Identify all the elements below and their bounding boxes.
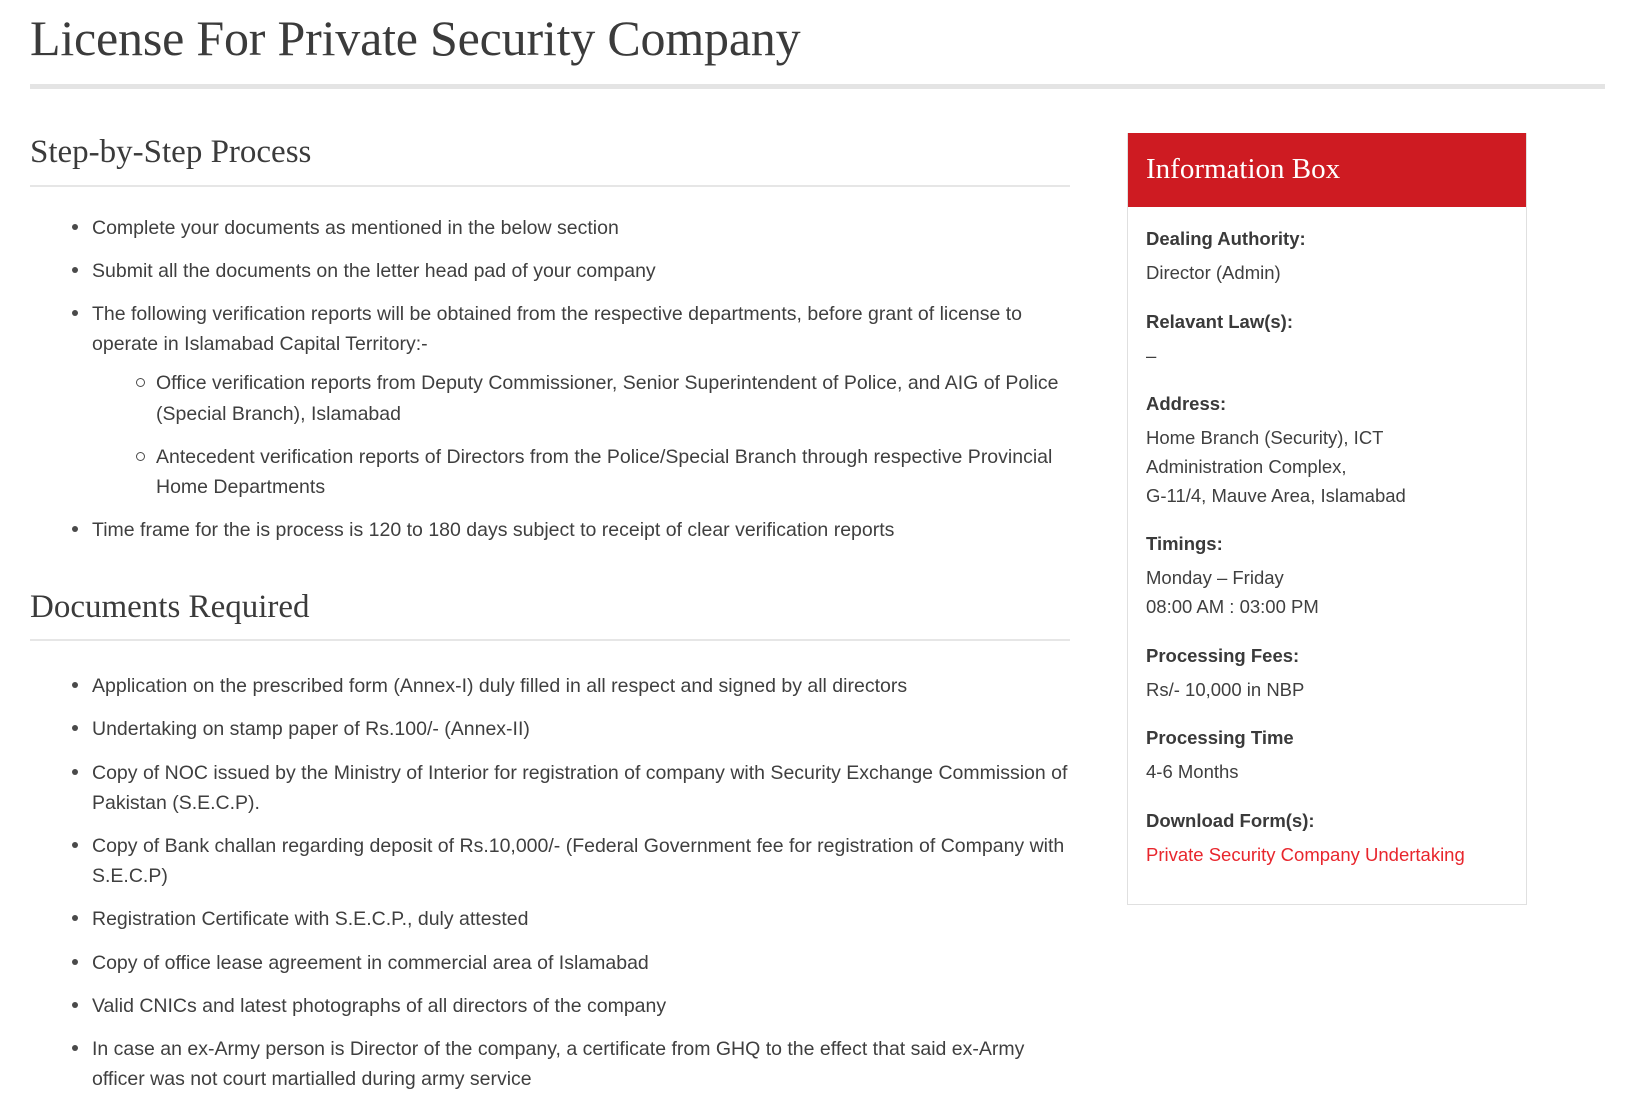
info-field-relevant-laws (1146, 310, 1508, 371)
info-value-line: G-11/4, Mauve Area, Islamabad (1146, 484, 1406, 506)
info-field-processing-time (1146, 726, 1508, 787)
info-value-line: 08:00 AM : 03:00 PM (1146, 596, 1319, 618)
list-item-text: Undertaking on stamp paper of Rs.100/- (Annex-II) (92, 718, 530, 741)
list-item (72, 1034, 1082, 1094)
information-box-header: Information Box (1128, 133, 1526, 207)
list-item (72, 213, 1082, 243)
list-item-text: The following verification reports will be obtained from the respective departments, before grant of license to operate in Islamabad Capital Territory:- (92, 303, 1022, 356)
section-step-by-step-process (30, 133, 1095, 546)
sub-list-item-text: Antecedent verification reports of Directors from the Police/Special Branch through respective Provincial Home Departments (156, 445, 1053, 499)
info-field-download-forms (1146, 809, 1508, 870)
list-item-text: Copy of NOC issued by the Ministry of Interior for registration of company with Security Exchange Commission of Pakistan (S.E.C.P). (92, 761, 1068, 814)
information-box-body (1128, 207, 1526, 904)
info-value: Director (Admin) (1146, 261, 1281, 283)
info-field-processing-fees (1146, 644, 1508, 705)
info-value: – (1146, 344, 1157, 366)
sidebar (1127, 133, 1527, 905)
list-item (72, 831, 1082, 891)
info-label: Dealing Authority: (1146, 227, 1306, 249)
info-label: Address: (1146, 393, 1227, 415)
info-field-dealing-authority (1146, 227, 1508, 288)
download-form-link[interactable]: Private Security Company Undertaking (1146, 844, 1465, 866)
list-item (72, 256, 1082, 286)
info-value (1146, 564, 1508, 621)
info-field-timings (1146, 532, 1508, 621)
list-item (72, 299, 1082, 502)
section-documents-required (30, 588, 1095, 1095)
info-field-address (1146, 392, 1508, 510)
info-value-line: Monday – Friday (1146, 567, 1284, 589)
info-value: Rs/- 10,000 in NBP (1146, 678, 1305, 700)
page-title: License For Private Security Company (30, 10, 801, 66)
main-content (30, 133, 1125, 1108)
list-item (72, 714, 1082, 744)
information-box (1127, 133, 1527, 905)
process-list (30, 213, 1095, 546)
sub-list-item (136, 368, 1082, 428)
sub-list-item-text: Office verification reports from Deputy Commissioner, Senior Superintendent of Police, and AIG of Police (Special Branch), Islamabad (156, 372, 1059, 425)
process-sub-list (92, 368, 1082, 502)
info-value (1146, 424, 1508, 510)
section-heading-documents: Documents Required (30, 588, 310, 625)
list-item (72, 671, 1082, 701)
info-value-line: Administration Complex, (1146, 455, 1347, 477)
sub-list-item (136, 442, 1082, 502)
title-divider (30, 84, 1605, 89)
info-label: Timings: (1146, 533, 1223, 555)
info-label: Relavant Law(s): (1146, 310, 1294, 332)
list-item-text: Copy of Bank challan regarding deposit of Rs.10,000/- (Federal Government fee for registration of Company with S.E.C.P) (92, 835, 1065, 888)
documents-list (30, 671, 1095, 1094)
list-item-text: In case an ex-Army person is Director of the company, a certificate from GHQ to the effect that said ex-Army officer was not court martialled during army service (92, 1038, 1025, 1091)
list-item-text: Time frame for the is process is 120 to 180 days subject to receipt of clear verification reports (92, 519, 895, 542)
list-item (72, 515, 1082, 545)
section-divider-process (30, 185, 1070, 187)
content-columns (30, 133, 1605, 1108)
list-item (72, 948, 1082, 978)
info-value: 4-6 Months (1146, 761, 1239, 783)
list-item-text: Complete your documents as mentioned in the below section (92, 216, 619, 239)
document-page (0, 10, 1635, 1108)
info-label: Processing Fees: (1146, 644, 1300, 666)
list-item-text: Application on the prescribed form (Annex-I) duly filled in all respect and signed by all directors (92, 675, 908, 698)
list-item-text: Valid CNICs and latest photographs of all directors of the company (92, 994, 667, 1017)
info-label: Processing Time (1146, 727, 1294, 749)
section-divider-documents (30, 639, 1070, 641)
list-item (72, 758, 1082, 818)
list-item-text: Registration Certificate with S.E.C.P., duly attested (92, 908, 529, 931)
list-item (72, 904, 1082, 934)
list-item-text: Submit all the documents on the letter head pad of your company (92, 259, 656, 282)
list-item (72, 991, 1082, 1021)
section-heading-process: Step-by-Step Process (30, 134, 312, 170)
info-label: Download Form(s): (1146, 810, 1315, 832)
info-value-line: Home Branch (Security), ICT (1146, 427, 1384, 449)
list-item-text: Copy of office lease agreement in commercial area of Islamabad (92, 951, 649, 974)
